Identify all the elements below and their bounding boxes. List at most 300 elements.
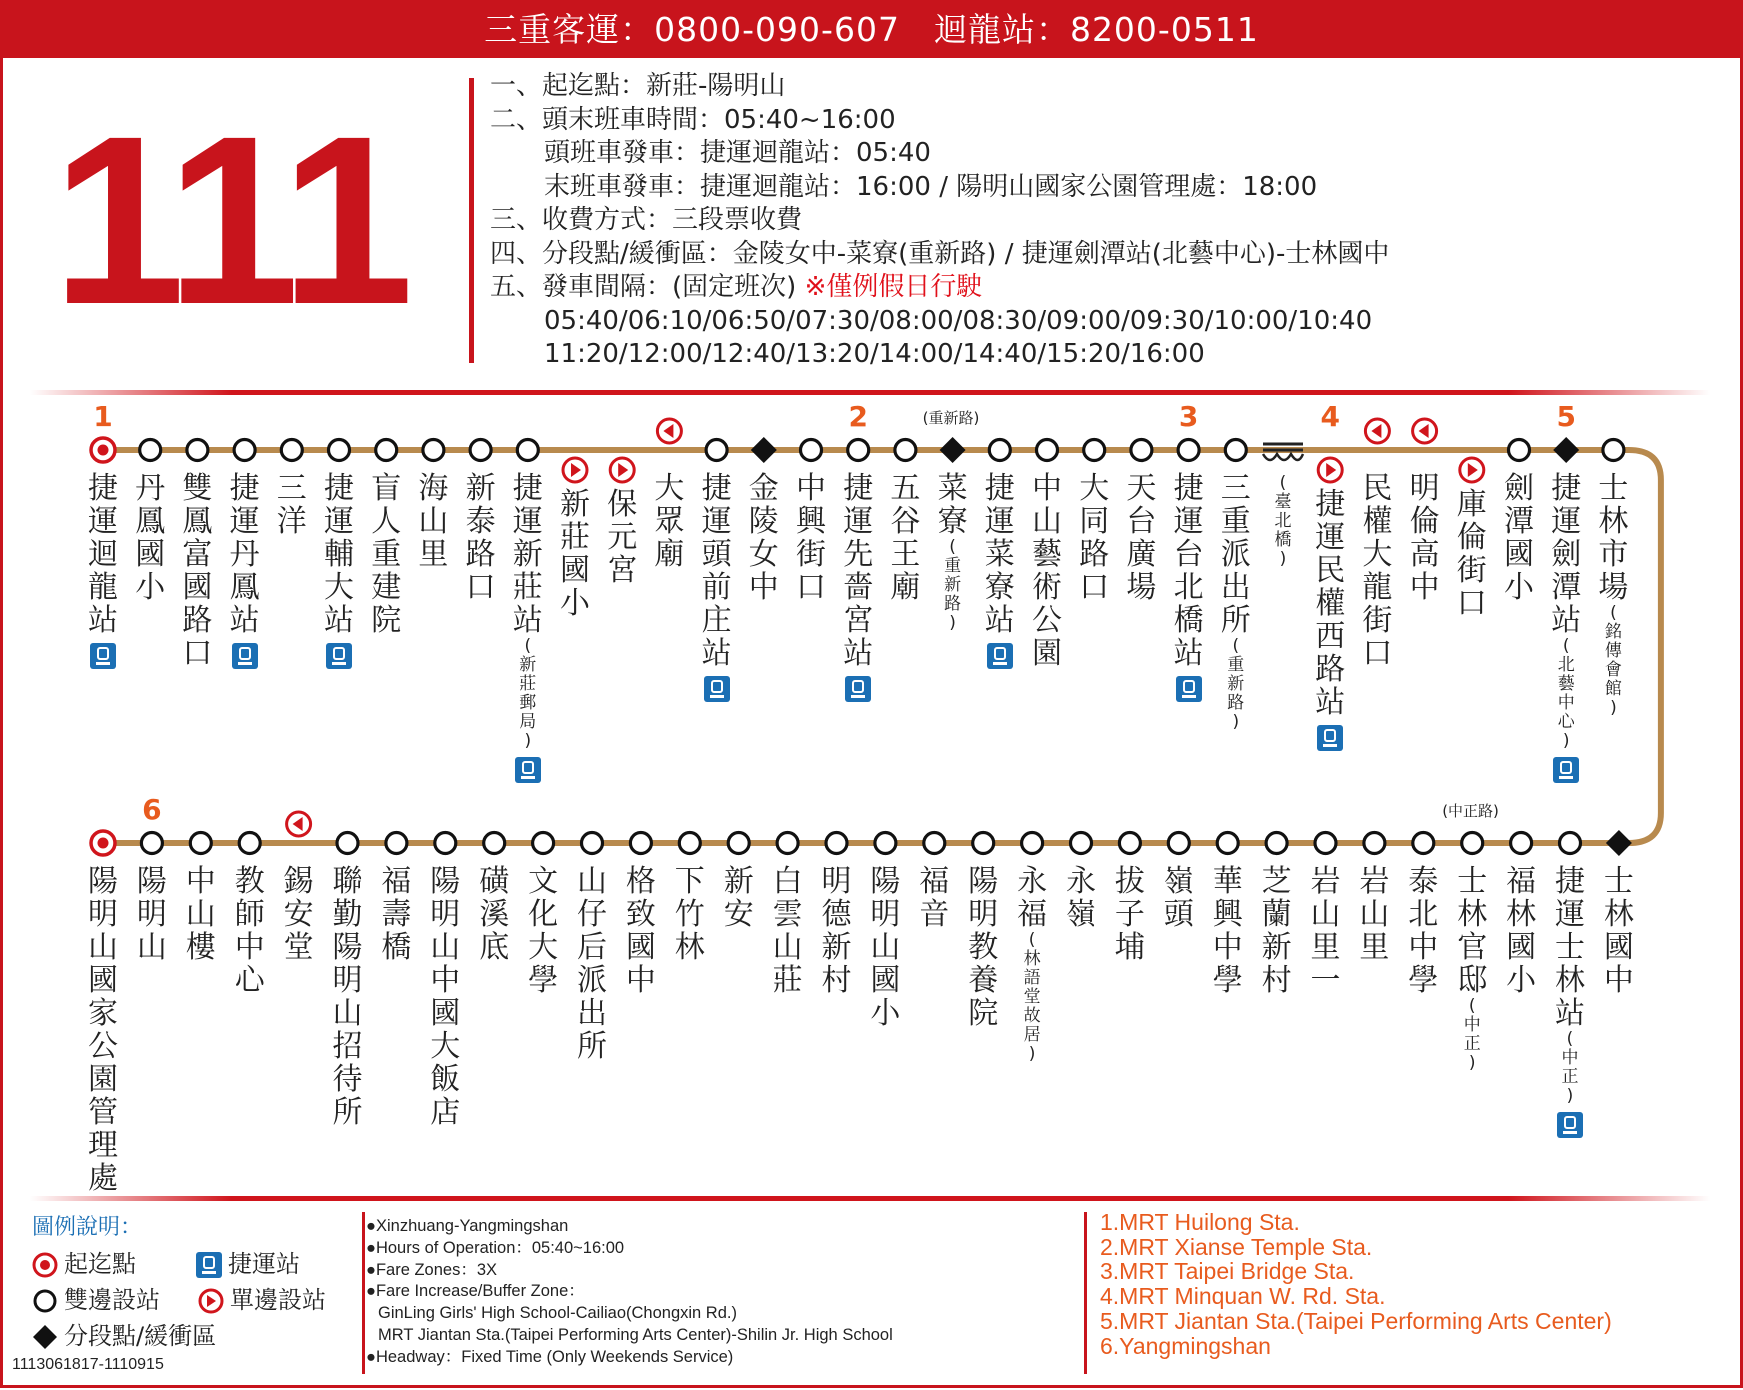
stop-name-char: 山	[772, 930, 803, 965]
stop-name-char: 店	[430, 1095, 461, 1130]
stop-circle	[517, 440, 538, 461]
stop-海山里	[416, 472, 450, 571]
stop-民權大龍街口	[1360, 472, 1394, 670]
stop-circle	[1603, 440, 1624, 461]
stop-subname	[936, 538, 970, 633]
stop-subname-char: 路	[1227, 693, 1245, 713]
mrt-icon	[515, 757, 541, 783]
stop-name-char: 運	[984, 504, 1015, 539]
stop-circle	[1560, 833, 1581, 854]
stop-name-char: 山	[136, 930, 167, 965]
stop-中山樓	[184, 865, 218, 964]
mrt-icon	[1553, 757, 1579, 783]
stop-name-char: 台	[1173, 537, 1204, 572]
stop-name-char: 王	[890, 537, 921, 572]
stop-circle	[895, 440, 916, 461]
stop-subname	[511, 637, 545, 751]
legend-oneway	[198, 1280, 326, 1315]
stop-subname-char: 傳	[1604, 641, 1622, 661]
stop-name-char: 公	[88, 1029, 118, 1064]
mrt-number-label: 3	[1178, 400, 1199, 433]
stop-name-char: 北	[1408, 897, 1439, 932]
stop-subname-char: 語	[1023, 968, 1041, 988]
stop-subname-char: 館	[1604, 679, 1622, 699]
stop-name-char: 嶺	[1163, 864, 1194, 899]
stop-name-char: 倫	[1456, 520, 1487, 555]
stop-name-char: 一	[1310, 963, 1341, 998]
stop-subname-char: 故	[1023, 1006, 1041, 1026]
stop-subname-char: 堂	[1023, 987, 1041, 1007]
stop-name-char: 中	[625, 963, 656, 998]
stop-subname	[1266, 474, 1300, 569]
stop-name-char: 山	[1032, 504, 1062, 539]
stop-subname-char: 北	[1557, 655, 1575, 675]
stop-name-char: 嶺	[1066, 897, 1096, 932]
stop-circle	[376, 440, 397, 461]
stop-name-char: 站	[229, 603, 260, 638]
stop-name-char: 路	[1315, 652, 1346, 687]
stop-subname-char: 新	[944, 575, 962, 595]
stop-subname-char: 居	[1023, 1025, 1041, 1045]
stop-subname-char: 局	[519, 712, 537, 732]
stop-circle	[239, 833, 260, 854]
stop-circle	[1084, 440, 1105, 461]
stop-name-char: 口	[1362, 636, 1393, 671]
stop-name-char: 運	[1173, 504, 1204, 539]
stop-下竹林	[673, 865, 707, 964]
stop-盲人重建院	[369, 472, 403, 637]
stop-明倫高中	[1408, 472, 1442, 604]
info-line: 三、收費方式：三段票收費	[490, 205, 803, 235]
stop-福林國小	[1504, 865, 1538, 997]
stop-格致國中	[624, 865, 658, 997]
stop-name-char: 潭	[1504, 504, 1534, 539]
stop-circle	[1511, 833, 1532, 854]
stop-subname-char: 臺	[1274, 492, 1292, 512]
mrt-icon	[232, 643, 258, 669]
stop-name-char: 運	[324, 504, 354, 539]
stop-name-char: 中	[185, 864, 216, 899]
stop-circle	[1364, 833, 1385, 854]
stop-top-note: (重新路)	[922, 409, 980, 427]
stop-name-char: 大	[1079, 471, 1110, 506]
stop-name-char: 捷	[843, 471, 874, 506]
stop-name-char: 頭	[701, 537, 732, 572]
stop-name-char: 捷	[1173, 471, 1204, 506]
stop-name-char: 陵	[748, 504, 779, 539]
stop-subname-char: )	[524, 731, 532, 751]
stop-name-char: 出	[1220, 570, 1251, 605]
stop-name-char: 待	[332, 1062, 363, 1097]
stop-name-char: 重	[371, 537, 402, 572]
stop-subname-char: )	[949, 613, 956, 633]
stop-name-char: 明	[821, 864, 852, 899]
stop-subname-char: )	[1279, 549, 1287, 569]
english-info	[366, 1216, 893, 1369]
circle-stop-icon	[32, 1288, 58, 1314]
stop-subname-char: 郵	[519, 693, 537, 713]
stop-name-char: 山	[418, 504, 449, 539]
stop-name-char: 嗇	[843, 570, 874, 605]
stop-name-char: 運	[88, 504, 118, 539]
stop-name-char: 女	[748, 537, 779, 572]
mrt-station-list	[1100, 1210, 1612, 1358]
stop-天台廣場	[1124, 472, 1158, 604]
stop-name-char: 北	[1173, 570, 1204, 605]
stop-circle	[470, 440, 491, 461]
stop-name-char: 山	[1359, 897, 1390, 932]
stop-name-char: 運	[701, 504, 732, 539]
stop-name-char: 士	[1603, 864, 1634, 899]
stop-subname-char: 林	[1023, 949, 1041, 969]
stop-name-char: 養	[968, 963, 999, 998]
stop-陽明教養院	[966, 865, 1000, 1030]
stop-circle	[1315, 833, 1336, 854]
stop-name-char: 堂	[283, 930, 314, 965]
legend-buffer-label: 分段點/緩衝區	[64, 1322, 217, 1350]
stop-name-char: 福	[1017, 897, 1048, 932]
stop-保元宮	[605, 488, 639, 587]
stop-文化大學	[526, 865, 560, 997]
stop-name-char: 陽	[968, 864, 999, 899]
legend-terminal-label: 起迄點	[64, 1250, 136, 1278]
stop-subname-char: (	[1562, 636, 1570, 656]
stop-捷運先嗇宮站	[841, 472, 875, 709]
legend-oneway-label: 單邊設站	[230, 1286, 326, 1314]
stop-name-char: 前	[701, 570, 732, 605]
stop-circle	[826, 833, 847, 854]
stop-name-char: 洋	[276, 504, 307, 539]
diamond-icon	[32, 1324, 58, 1350]
info-line: 末班車發車：捷運迴龍站：16:00 / 陽明山國家公園管理處：18:00	[544, 171, 1318, 202]
stop-name-char: 站	[512, 603, 543, 638]
stop-subname-char: 中	[1561, 1048, 1579, 1068]
stop-subname-char: (	[1232, 636, 1240, 656]
stop-subname-char: 重	[1227, 655, 1245, 675]
stop-circle	[875, 833, 896, 854]
route-number: 111	[52, 86, 408, 354]
info-line: 11:20/12:00/12:40/13:20/14:00/14:40/15:20/16:00	[544, 339, 1205, 369]
stop-name-char: 林	[1598, 504, 1629, 539]
stop-name-char: 小	[135, 570, 166, 605]
stop-name-char: 師	[234, 897, 265, 932]
stop-捷運迴龍站	[86, 472, 120, 676]
stop-circle	[630, 833, 651, 854]
stop-name-char: 海	[418, 471, 449, 506]
stop-name-char: 重	[1220, 504, 1251, 539]
stop-name-char: 廟	[654, 537, 685, 572]
stop-永福	[1015, 865, 1049, 1064]
mrt-icon	[90, 643, 116, 669]
diamond-icon	[940, 437, 966, 463]
stop-name-char: 民	[1315, 553, 1346, 588]
stop-circle	[484, 833, 505, 854]
stop-name-char: 莊	[560, 520, 590, 555]
mrt-number-label: 5	[1556, 400, 1576, 433]
stop-name-char: 雲	[772, 897, 803, 932]
stop-name-char: 園	[88, 1062, 118, 1097]
mrt-list-item: 5.MRT Jiantan Sta.(Taipei Performing Arts Center)	[1100, 1307, 1612, 1334]
stop-name-char: 運	[1555, 897, 1585, 932]
mrt-icon	[326, 643, 352, 669]
stop-name-char: 大	[430, 1029, 461, 1064]
stop-name-char: 錫	[283, 864, 314, 899]
stop-name-char: 高	[1409, 537, 1440, 572]
stop-name-char: 站	[1315, 685, 1346, 720]
stop-name-char: 里	[1310, 930, 1341, 965]
stop-name-char: 大	[324, 570, 354, 605]
stop-circle	[989, 440, 1010, 461]
stop-name-char: 所	[577, 1029, 607, 1064]
stop-name-char: 陽	[136, 864, 167, 899]
stop-name-char: 莊	[772, 963, 803, 998]
stop-name-char: 新	[560, 487, 590, 522]
stop-name-char: 站	[324, 603, 354, 638]
stop-circle	[423, 440, 444, 461]
stop-circle	[848, 440, 869, 461]
stop-庫倫街口	[1455, 488, 1489, 620]
stop-name-char: 天	[1126, 471, 1157, 506]
stop-circle	[973, 833, 994, 854]
stop-name-char: 心	[234, 963, 265, 998]
stop-name-char: 中	[1603, 963, 1634, 998]
stop-捷運劍潭站	[1549, 472, 1583, 790]
stop-circle	[1119, 833, 1140, 854]
stop-circle	[679, 833, 700, 854]
stop-name-char: 廣	[1126, 537, 1157, 572]
stop-name-char: 輔	[324, 537, 354, 572]
stop-name-char: 場	[1126, 570, 1157, 605]
terminal-dot	[98, 445, 109, 456]
stop-name-char: 口	[182, 636, 213, 671]
stop-name-char: 口	[465, 570, 496, 605]
stop-name-char: 運	[843, 504, 874, 539]
stop-circle	[140, 440, 161, 461]
stop-name-char: 興	[1212, 897, 1243, 932]
stop-subname-char: )	[1562, 731, 1570, 751]
stop-金陵女中	[747, 472, 781, 604]
stop-五谷王廟	[888, 472, 922, 604]
mrt-number-label: 4	[1320, 400, 1340, 433]
stop-name-char: 市	[1598, 537, 1629, 572]
stop-name-char: 谷	[890, 504, 921, 539]
stop-name-char: 小	[1506, 963, 1537, 998]
stop-name-char: 勤	[332, 897, 363, 932]
stop-name-char: 中	[748, 570, 779, 605]
stop-name-char: 新	[821, 930, 852, 965]
stop-subname-char: 莊	[519, 674, 537, 694]
stop-name-char: 龍	[1362, 570, 1393, 605]
stop-circle	[1462, 833, 1483, 854]
stop-name-char: 大	[654, 471, 685, 506]
stop-name-char: 竹	[674, 897, 705, 932]
stop-name-char: 中	[1212, 930, 1243, 965]
stop-name-char: 福	[1506, 864, 1537, 899]
terminal-dot	[98, 838, 109, 849]
stop-name-char: 富	[182, 537, 213, 572]
stop-name-char: 站	[1173, 636, 1204, 671]
stop-subname-char: 銘	[1604, 622, 1622, 642]
stop-name-char: 民	[1362, 471, 1393, 506]
stop-circle	[1509, 440, 1530, 461]
legend-both	[32, 1280, 160, 1315]
stop-circle	[141, 833, 162, 854]
stop-subname-char: 新	[519, 655, 537, 675]
en-line: ●Hours of Operation：05:40~16:00	[366, 1238, 625, 1257]
stop-name-char: 教	[234, 864, 265, 899]
stop-subname-char: 會	[1604, 660, 1622, 680]
legend-both-label: 雙邊設站	[64, 1286, 160, 1314]
stop-name-char: 運	[512, 504, 543, 539]
info-line: 頭班車發車：捷運迴龍站：05:40	[544, 138, 931, 168]
stop-name-char: 丹	[135, 471, 166, 506]
stop-嶺頭	[1162, 865, 1196, 931]
stop-circle	[1131, 440, 1152, 461]
stop-subname-char: )	[1566, 1086, 1574, 1106]
stop-中山藝術公園	[1030, 472, 1064, 670]
stop-name-char: 運	[1315, 520, 1346, 555]
stop-name-char: 宮	[843, 603, 874, 638]
stop-陽明山	[135, 865, 169, 964]
stop-name-char: 口	[796, 570, 826, 605]
stop-name-char: 庫	[1456, 487, 1487, 522]
stop-name-char: 西	[1315, 619, 1346, 654]
stop-name-char: 路	[1079, 537, 1110, 572]
stop-name-char: 白	[772, 864, 803, 899]
stop-name-char: 國	[430, 996, 461, 1031]
stop-name-char: 新	[465, 471, 496, 506]
stop-name-char: 林	[1555, 963, 1585, 998]
stop-name-char: 泰	[1408, 864, 1439, 899]
stop-subname-char: 新	[1227, 674, 1245, 694]
stop-士林國中	[1602, 865, 1636, 997]
stop-捷運新莊站	[511, 472, 545, 790]
stop-name-char: 明	[870, 897, 901, 932]
stop-circle	[1168, 833, 1189, 854]
stop-丹鳳國小	[133, 472, 167, 604]
stop-name-char: 陽	[870, 864, 901, 899]
mrt-icon	[704, 676, 730, 702]
stop-name-char: 士	[1457, 864, 1488, 899]
stop-name-char: 明	[88, 897, 118, 932]
stop-泰北中學	[1406, 865, 1440, 997]
stop-name-char: 新	[512, 537, 543, 572]
stop-name-char: 芝	[1261, 864, 1292, 899]
stop-name-char: 建	[371, 570, 402, 605]
stop-name-char: 拔	[1114, 864, 1145, 899]
stop-name-char: 五	[890, 471, 921, 506]
stop-捷運台北橋站	[1172, 472, 1206, 709]
info-headway: 五、發車間隔：(固定班次)	[490, 272, 805, 302]
info-line: 一、起迄點：新莊-陽明山	[490, 71, 786, 101]
stop-name-char: 國	[560, 553, 590, 588]
stop-subname-char: 中	[1557, 693, 1575, 713]
legend-terminal	[32, 1244, 136, 1279]
stop-name-char: 捷	[229, 471, 260, 506]
stop-name-char: 小	[1504, 570, 1534, 605]
stop-subname-char: 正	[1463, 1034, 1481, 1054]
stop-name-char: 三	[276, 471, 307, 506]
stop-name-char: 小	[870, 996, 901, 1031]
stop-name-char: 大	[528, 930, 559, 965]
mrt-list-item: 3.MRT Taipei Bridge Sta.	[1100, 1258, 1355, 1285]
stop-name-char: 明	[1409, 471, 1440, 506]
stop-三洋	[275, 472, 309, 538]
stop-芝蘭新村	[1260, 865, 1294, 997]
stop-name-char: 中	[1408, 930, 1439, 965]
stop-subname	[1015, 931, 1049, 1064]
stop-circle	[1178, 440, 1199, 461]
en-line: MRT Jiantan Sta.(Taipei Performing Arts Center)-Shilin Jr. High School	[378, 1325, 893, 1344]
stop-subname-char: 路	[944, 594, 962, 614]
stop-name-char: 山	[1310, 897, 1341, 932]
stop-circle	[386, 833, 407, 854]
stop-永嶺	[1064, 865, 1098, 931]
stop-name-char: 華	[1212, 864, 1243, 899]
stop-subname-char: (	[1279, 473, 1287, 493]
stop-name-char: 中	[1409, 570, 1440, 605]
stop-name-char: 國	[625, 930, 656, 965]
stop-name-char: 管	[88, 1095, 118, 1130]
stop-岩山里	[1357, 865, 1391, 964]
stop-circle	[1022, 833, 1043, 854]
mrt-icon	[1317, 725, 1343, 751]
stop-name-char: 村	[821, 963, 852, 998]
stop-name-char: 路	[465, 537, 496, 572]
stop-name-char: 山	[332, 996, 363, 1031]
stop-subname-char: 重	[944, 556, 962, 576]
stop-top-note: (中正路)	[1442, 802, 1499, 820]
stop-name-char: 口	[1079, 570, 1110, 605]
stop-白雲山莊	[771, 865, 805, 997]
stop-circle	[435, 833, 456, 854]
stop-subname-char: 心	[1557, 712, 1575, 732]
legend-mrt	[196, 1244, 300, 1279]
stop-name-char: 永	[1017, 864, 1048, 899]
stop-name-char: 岩	[1310, 864, 1341, 899]
stop-name-char: 中	[796, 471, 826, 506]
stop-name-char: 教	[968, 930, 999, 965]
stop-name-char: 德	[821, 897, 852, 932]
stop-name-char: 街	[1362, 603, 1393, 638]
stop-name-char: 化	[528, 897, 559, 932]
stop-name-char: 鳳	[135, 504, 166, 539]
stop-name-char: 運	[229, 504, 260, 539]
stop-華興中學	[1211, 865, 1245, 997]
stop-name-char: 路	[182, 603, 213, 638]
en-line: ●Fare Zones：3X	[366, 1260, 498, 1279]
stop-新泰路口	[464, 472, 498, 604]
stop-name-char: 文	[528, 864, 559, 899]
stop-name-char: 仔	[577, 897, 607, 932]
mrt-icon	[196, 1252, 222, 1278]
stop-name-char: 出	[577, 996, 607, 1031]
mrt-icon	[1176, 676, 1202, 702]
stop-subname-char: (	[1028, 930, 1036, 950]
stop-name-char: 潭	[1551, 570, 1582, 605]
stop-捷運士林站	[1553, 865, 1587, 1145]
mrt-number-label: 6	[142, 793, 162, 826]
stop-name-char: 明	[136, 897, 167, 932]
mrt-list-item: 1.MRT Huilong Sta.	[1100, 1209, 1300, 1235]
stop-name-char: 捷	[1555, 864, 1585, 899]
stop-菜寮	[936, 472, 970, 633]
stop-岩山里一	[1309, 865, 1343, 997]
stop-name-char: 園	[1032, 636, 1062, 671]
stop-name-char: 倫	[1409, 504, 1440, 539]
stop-三重派出所	[1219, 472, 1253, 732]
stop-name-char: 菜	[984, 537, 1015, 572]
